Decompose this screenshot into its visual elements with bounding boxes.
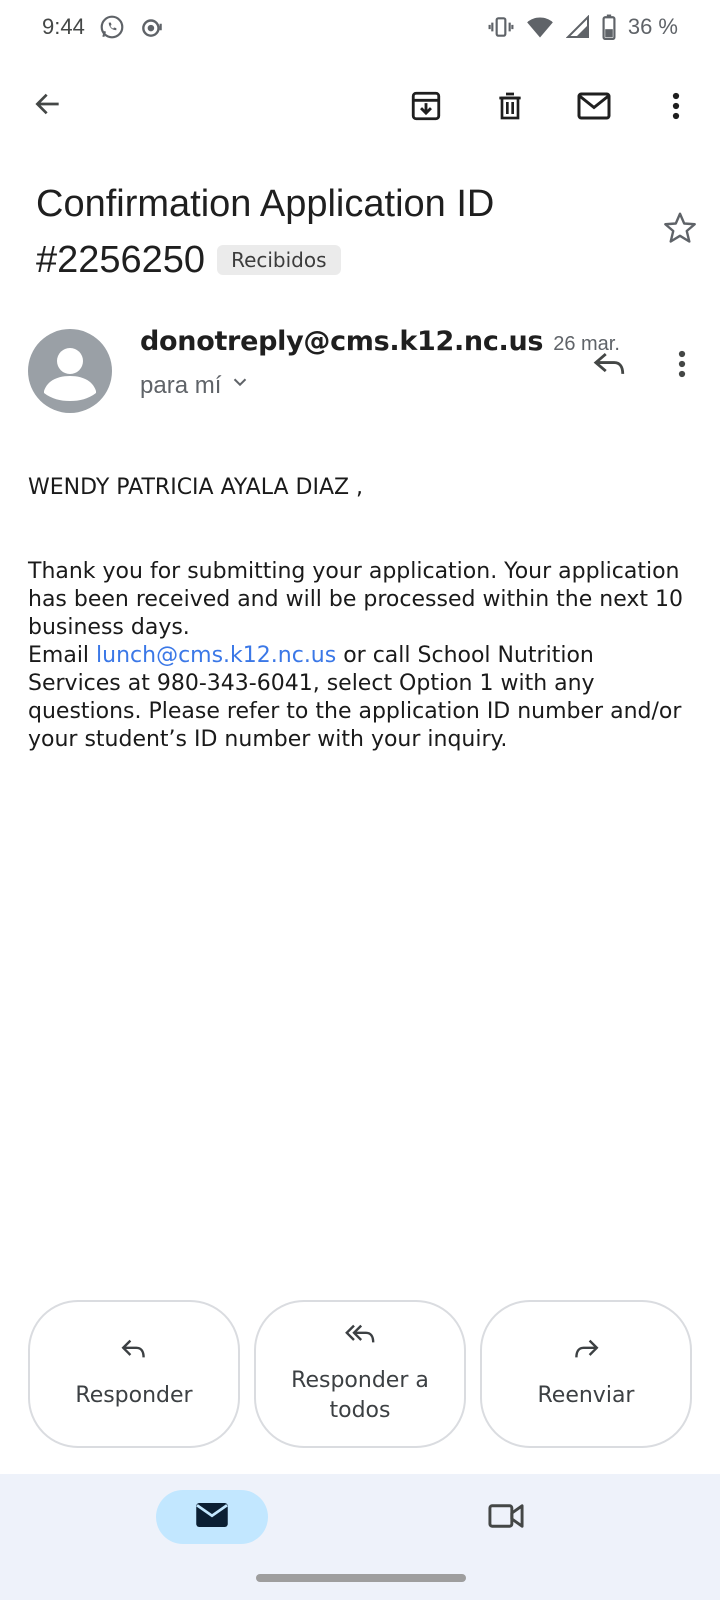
reply-actions	[28, 1300, 692, 1448]
reply-all-button-label: Responder a todos	[291, 1368, 429, 1423]
vibrate-icon	[488, 14, 514, 40]
forward-icon	[571, 1337, 601, 1369]
body-paragraph-2	[28, 642, 688, 754]
home-indicator[interactable]	[256, 1574, 466, 1582]
reply-button[interactable]	[28, 1300, 240, 1448]
message-more-options-button[interactable]	[658, 342, 706, 390]
body-paragraph-1: Thank you for submitting your application. Your application has been received and will be processed within the next 10 business days.	[28, 559, 683, 640]
reply-icon	[119, 1337, 149, 1369]
inbox-label-chip[interactable]: Recibidos	[217, 245, 340, 275]
mark-unread-button[interactable]	[570, 84, 618, 132]
lunch-email-link[interactable]: lunch@cms.k12.nc.us	[96, 643, 337, 668]
whatsapp-icon	[99, 14, 125, 40]
chevron-down-icon	[229, 371, 251, 400]
forward-button-label: Reenviar	[537, 1383, 635, 1408]
mail-icon	[194, 1500, 230, 1535]
back-button[interactable]	[26, 84, 70, 128]
reply-button-label: Responder	[75, 1383, 193, 1408]
signal-icon	[566, 15, 590, 39]
delete-button[interactable]	[486, 84, 534, 132]
quick-reply-button[interactable]	[586, 342, 634, 390]
star-button[interactable]	[656, 206, 704, 254]
overflow-menu-icon	[671, 91, 681, 126]
mark-unread-icon	[576, 91, 612, 126]
body-paragraph-2-suffix: or call School Nutrition Services at 980-343-6041, select Option 1 with any questions. Please refer to the application ID number and/or your student’s ID number with your inquiry.	[28, 643, 682, 752]
email-body	[28, 474, 688, 754]
bottom-navigation	[0, 1474, 720, 1600]
email-subject	[36, 176, 636, 288]
battery-icon	[602, 14, 616, 40]
subject-line-1: Confirmation Application ID	[36, 183, 495, 225]
forward-button[interactable]	[480, 1300, 692, 1448]
delete-icon	[494, 89, 526, 128]
video-camera-icon	[487, 1501, 525, 1536]
archive-icon	[409, 89, 443, 128]
notification-icon	[139, 14, 165, 40]
reply-all-button[interactable]	[254, 1300, 466, 1448]
sender-email: donotreply@cms.k12.nc.us	[140, 326, 544, 357]
back-arrow-icon	[32, 88, 64, 125]
top-app-bar	[0, 72, 720, 148]
reply-icon	[593, 349, 627, 384]
sender-info	[140, 326, 620, 400]
subject-line-2: #2256250	[36, 239, 206, 281]
recipient-label: para mí	[140, 371, 222, 399]
archive-button[interactable]	[402, 84, 450, 132]
reply-all-icon	[344, 1322, 376, 1354]
star-icon	[662, 210, 698, 251]
nav-mail-tab[interactable]	[156, 1490, 268, 1544]
more-options-button[interactable]	[652, 84, 700, 132]
overflow-menu-icon	[677, 349, 687, 384]
battery-percent: 36 %	[627, 14, 678, 39]
wifi-icon	[526, 14, 554, 40]
person-icon	[28, 329, 112, 413]
status-time: 9:44	[42, 14, 85, 39]
email-date: 26 mar.	[553, 333, 620, 355]
sender-avatar[interactable]	[28, 329, 112, 413]
recipient-toggle[interactable]	[140, 371, 580, 400]
body-greeting: WENDY PATRICIA AYALA DIAZ ,	[28, 475, 364, 500]
status-bar	[0, 0, 720, 54]
nav-meet-tab[interactable]	[482, 1494, 530, 1542]
body-paragraph-2-prefix: Email	[28, 643, 97, 668]
